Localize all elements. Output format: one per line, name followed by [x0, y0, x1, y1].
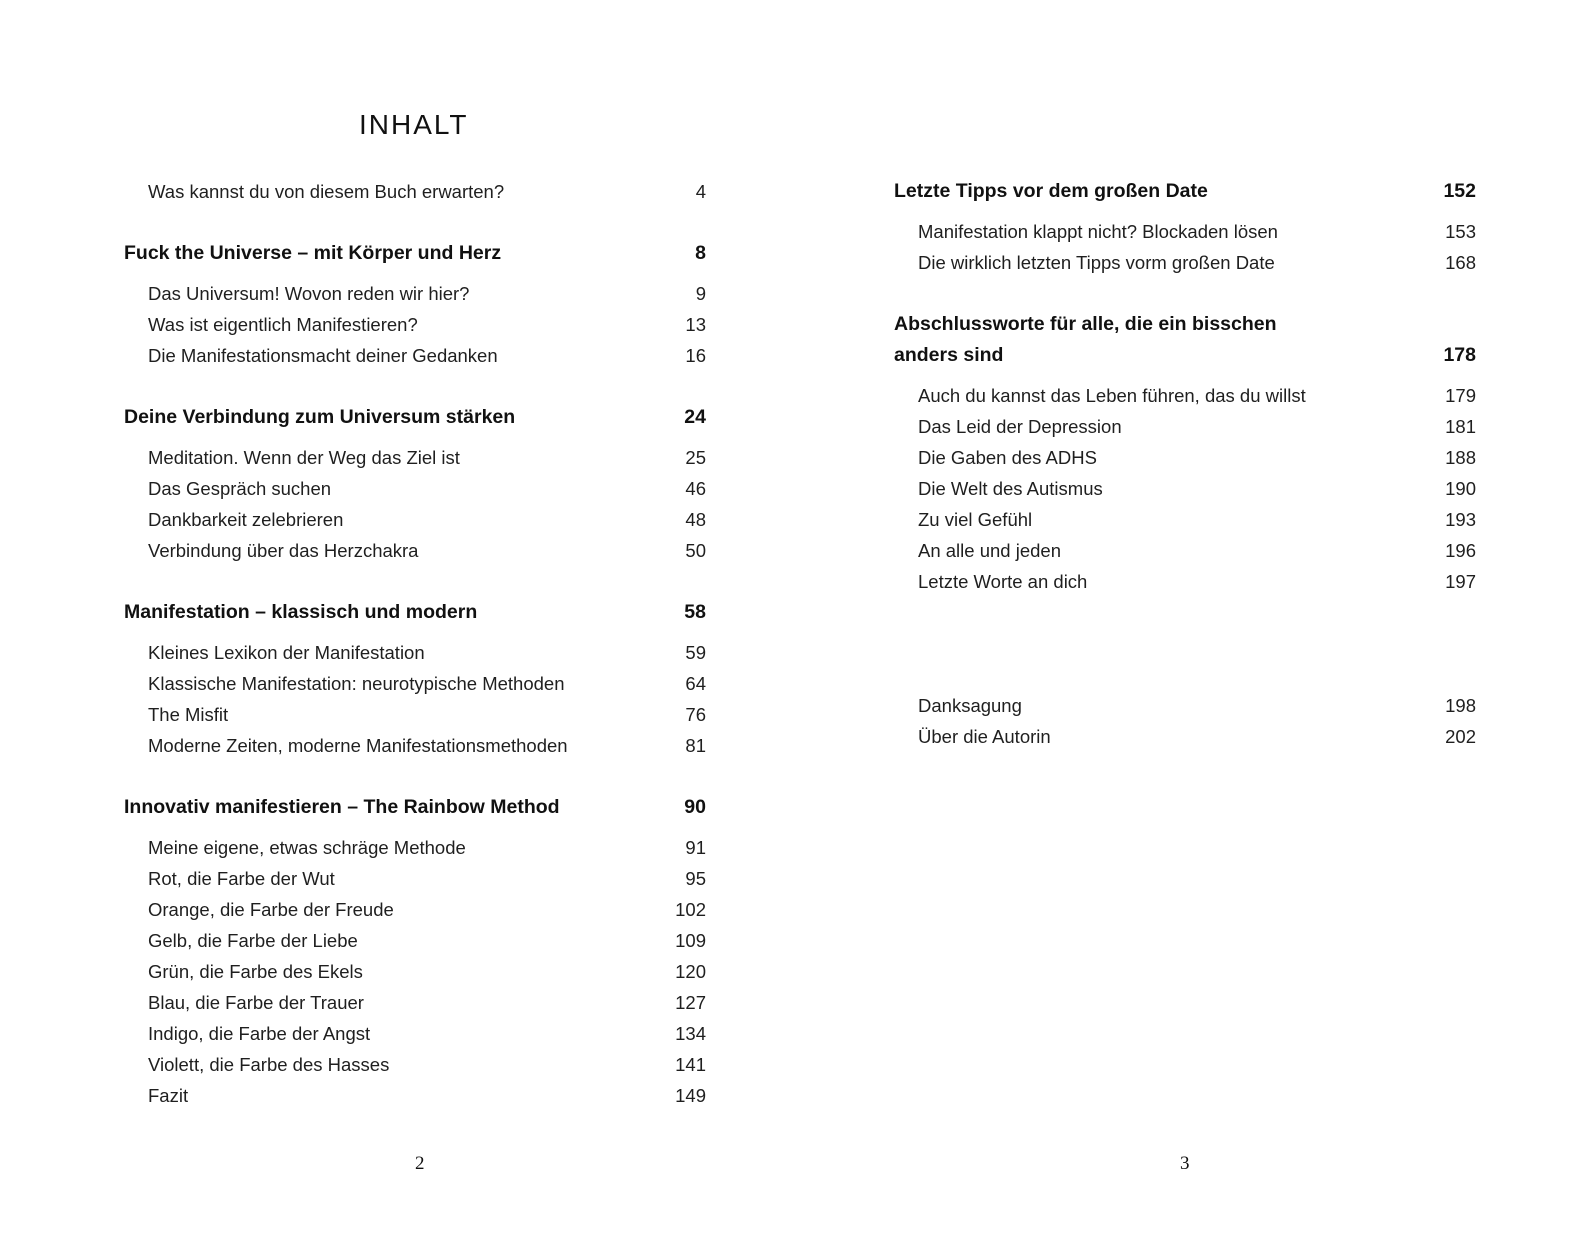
toc-entry[interactable]: Das Universum! Wovon reden wir hier? 9 [148, 283, 706, 304]
chapter-title-line-2: anders sind [894, 344, 1004, 366]
chapter-heading[interactable]: Manifestation – klassisch und modern 58 [124, 601, 706, 623]
toc-entry[interactable]: Gelb, die Farbe der Liebe 109 [148, 930, 706, 951]
toc-entry[interactable]: Verbindung über das Herzchakra 50 [148, 540, 706, 561]
toc-entry[interactable]: Grün, die Farbe des Ekels 120 [148, 961, 706, 982]
toc-entry[interactable]: Moderne Zeiten, moderne Manifestationsmethoden 81 [148, 735, 706, 756]
toc-entry[interactable]: An alle und jeden 196 [918, 540, 1476, 561]
toc-chapter [894, 176, 1476, 278]
chapter-heading[interactable]: Letzte Tipps vor dem großen Date 152 [894, 180, 1476, 202]
chapter-heading[interactable]: Fuck the Universe – mit Körper und Herz 8 [124, 242, 706, 264]
toc-entry[interactable]: Danksagung 198 [918, 695, 1476, 716]
toc-entry-page: 4 [695, 181, 706, 202]
toc-entry[interactable]: Rot, die Farbe der Wut 95 [148, 868, 706, 889]
toc-entry[interactable]: Dankbarkeit zelebrieren 48 [148, 509, 706, 530]
toc-entry[interactable]: Meditation. Wenn der Weg das Ziel ist 25 [148, 447, 706, 468]
toc-backmatter [894, 690, 1476, 752]
toc-chapter [124, 238, 706, 371]
toc-entry[interactable]: Das Gespräch suchen 46 [148, 478, 706, 499]
toc-entry[interactable] [124, 176, 706, 207]
toc-entry[interactable]: Klassische Manifestation: neurotypische Methoden 64 [148, 673, 706, 694]
toc-entry[interactable]: Die Welt des Autismus 190 [918, 478, 1476, 499]
right-page [797, 0, 1594, 1240]
toc-entry[interactable]: Die Manifestationsmacht deiner Gedanken 16 [148, 345, 706, 366]
toc-entry[interactable]: Das Leid der Depression 181 [918, 416, 1476, 437]
toc-title: INHALT [359, 109, 469, 140]
toc-entry[interactable]: Die wirklich letzten Tipps vorm großen Date 168 [918, 252, 1476, 273]
toc-entry[interactable]: Letzte Worte an dich 197 [918, 571, 1476, 592]
toc-chapter [894, 309, 1476, 597]
toc-entry[interactable]: Zu viel Gefühl 193 [918, 509, 1476, 530]
page-number: 2 [415, 1153, 425, 1174]
toc-entry[interactable]: Indigo, die Farbe der Angst 134 [148, 1023, 706, 1044]
toc-entry[interactable]: Violett, die Farbe des Hasses 141 [148, 1054, 706, 1075]
toc-entry[interactable]: Orange, die Farbe der Freude 102 [148, 899, 706, 920]
toc-entry[interactable]: Manifestation klappt nicht? Blockaden lösen 153 [918, 221, 1476, 242]
toc-entry[interactable]: Blau, die Farbe der Trauer 127 [148, 992, 706, 1013]
chapter-heading[interactable]: Innovativ manifestieren – The Rainbow Method 90 [124, 796, 706, 818]
toc-entry[interactable]: Kleines Lexikon der Manifestation 59 [148, 642, 706, 663]
toc-entry[interactable]: Was ist eigentlich Manifestieren? 13 [148, 314, 706, 335]
toc-entry[interactable]: The Misfit 76 [148, 704, 706, 725]
toc-left-column [124, 176, 706, 1142]
chapter-heading[interactable]: Deine Verbindung zum Universum stärken 24 [124, 406, 706, 428]
page-number: 3 [1180, 1153, 1190, 1174]
chapter-title-line-1: Abschlussworte für alle, die ein bisschen [894, 313, 1277, 335]
toc-entry[interactable]: Über die Autorin 202 [918, 726, 1476, 747]
chapter-heading[interactable]: Abschlussworte für alle, die ein bisschen anders sind 178 [894, 313, 1476, 366]
toc-entry-label: Was kannst du von diesem Buch erwarten? [148, 181, 505, 202]
toc-entry[interactable]: Auch du kannst das Leben führen, das du willst 179 [918, 385, 1476, 406]
toc-chapter [124, 792, 706, 1111]
toc-entry[interactable]: Fazit 149 [148, 1085, 706, 1106]
toc-chapter [124, 597, 706, 761]
toc-chapter [124, 402, 706, 566]
toc-entry[interactable]: Die Gaben des ADHS 188 [918, 447, 1476, 468]
toc-right-column [894, 176, 1476, 783]
toc-entry[interactable]: Meine eigene, etwas schräge Methode 91 [148, 837, 706, 858]
